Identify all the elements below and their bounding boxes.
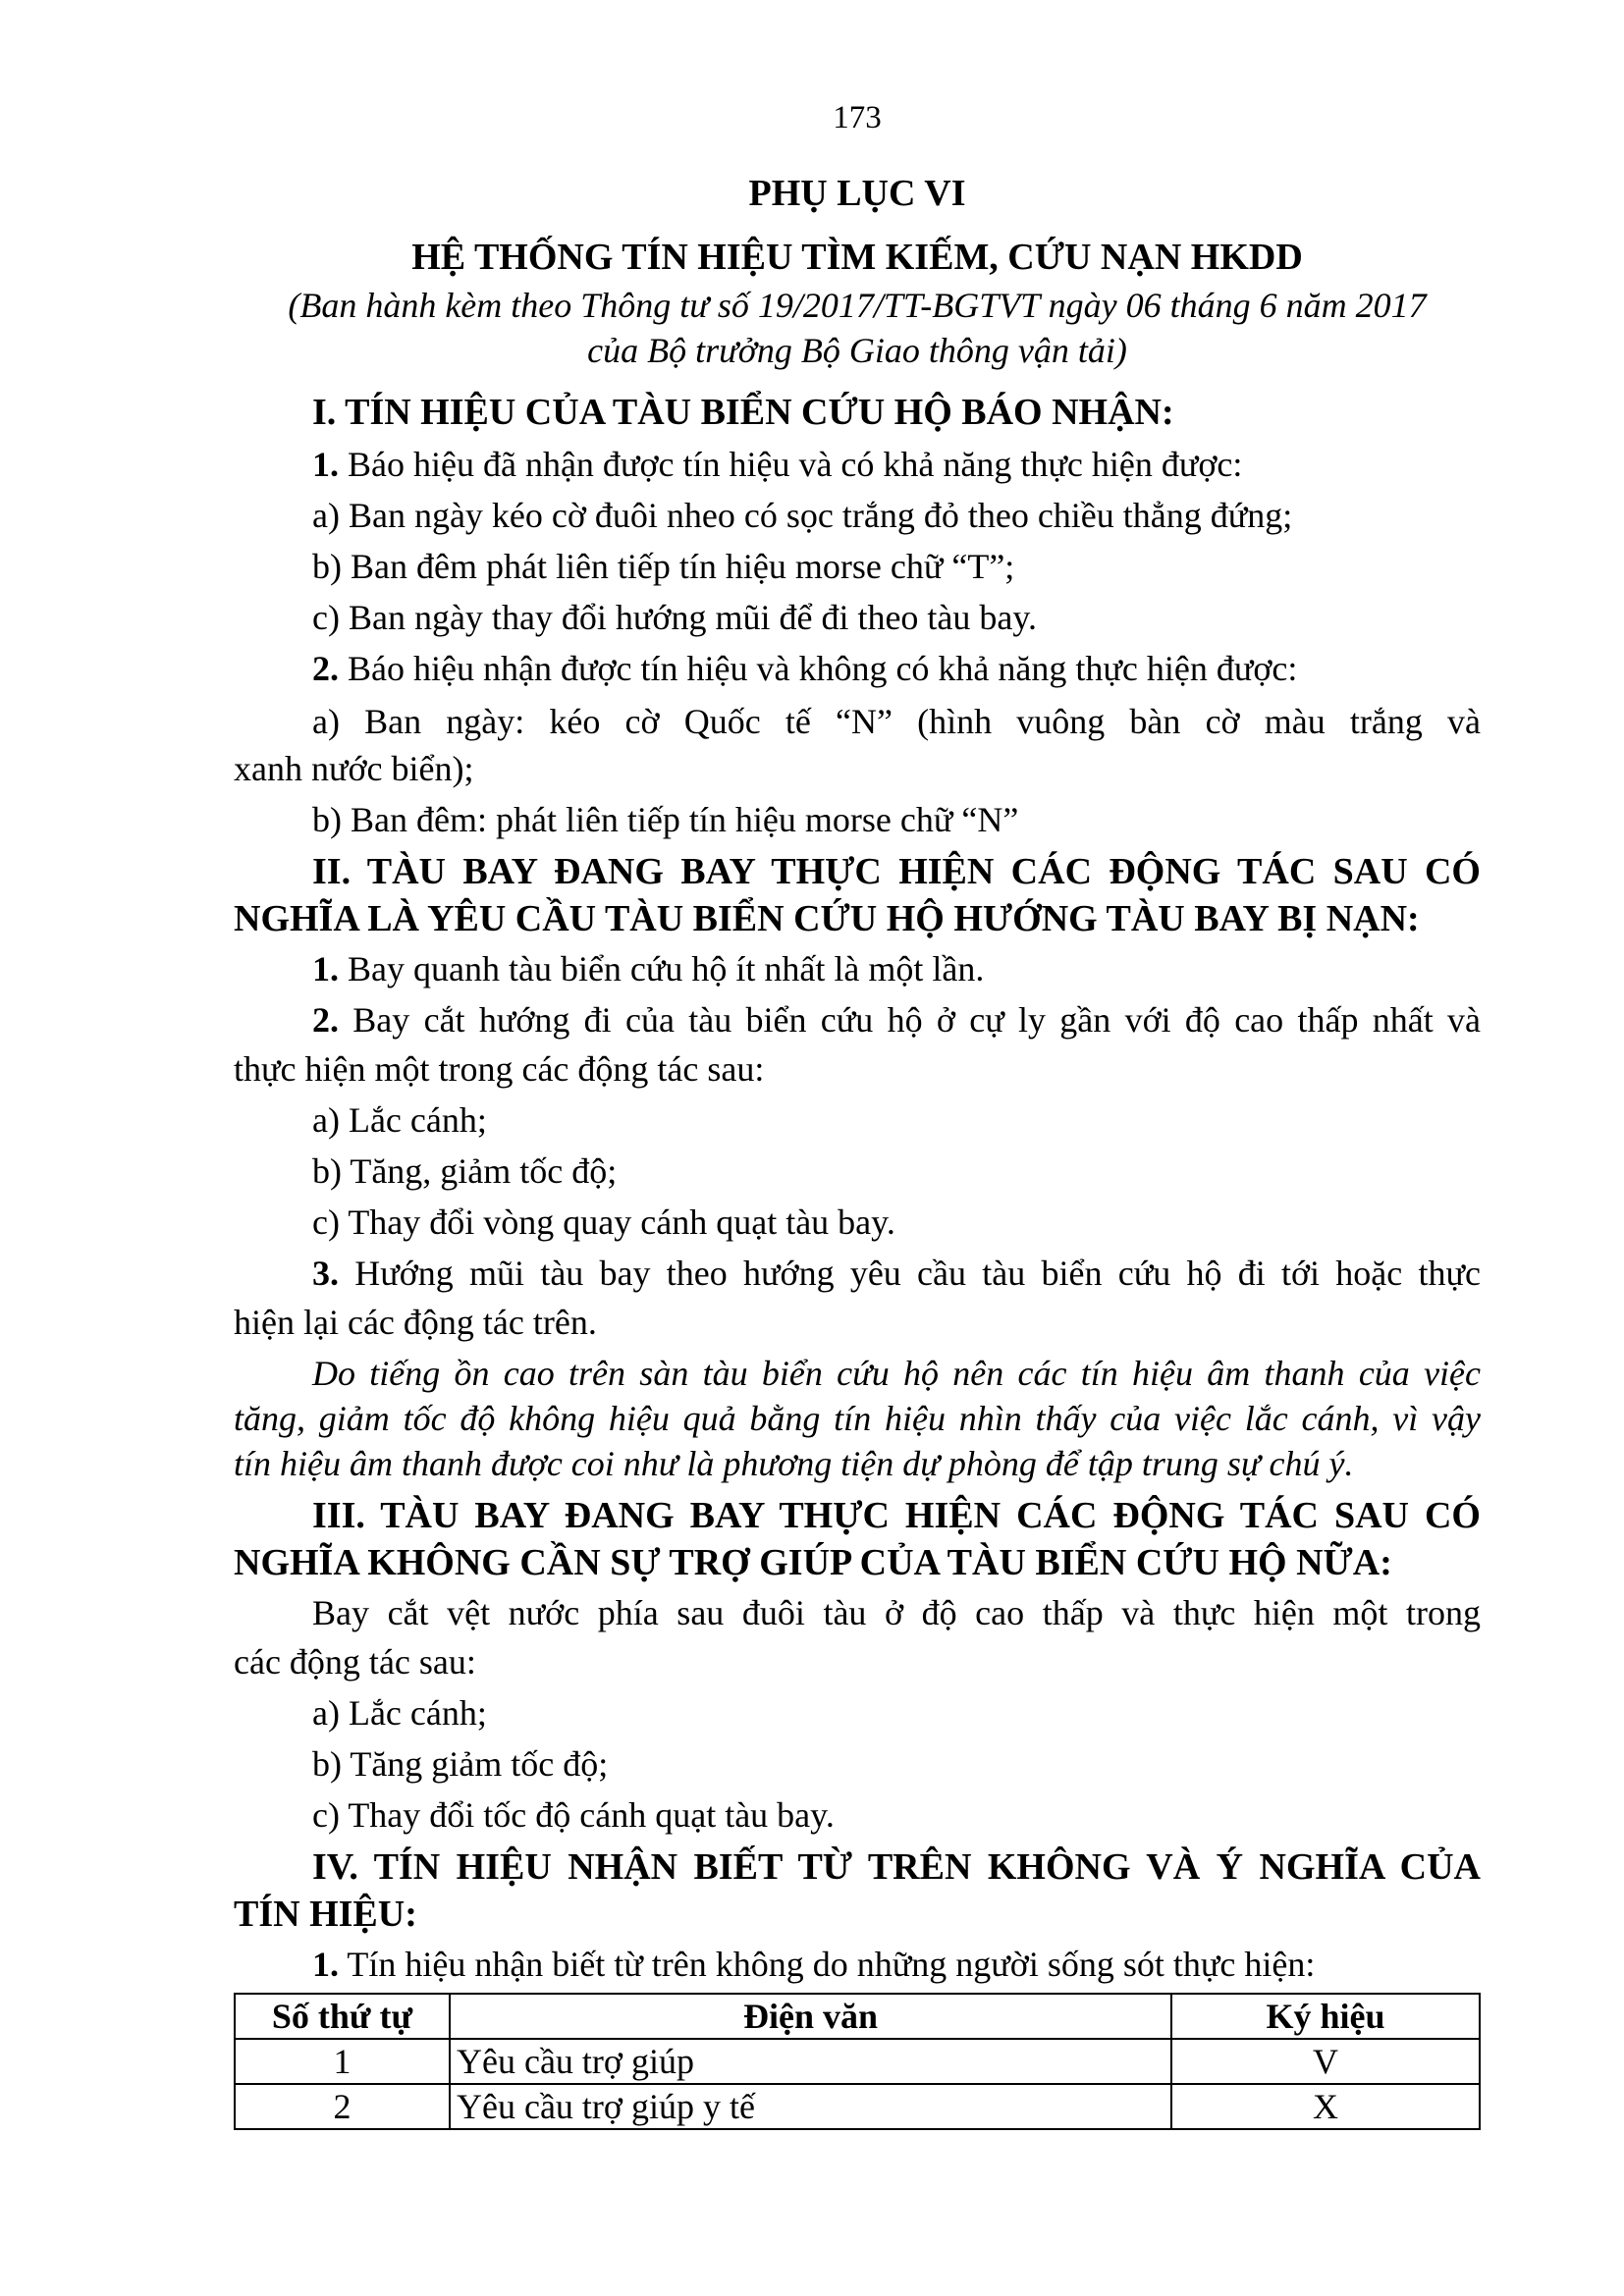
section-1-item-1c: c) Ban ngày thay đổi hướng mũi để đi theo tàu bay. [312, 598, 1038, 637]
item-text: Hướng mũi tàu bay theo hướng yêu cầu tàu biển cứu hộ đi tới hoặc thực [339, 1254, 1481, 1293]
section-1-item-1 [312, 444, 1481, 485]
item-text: Bay quanh tàu biển cứu hộ ít nhất là một lần. [339, 949, 985, 988]
document-title: HỆ THỐNG TÍN HIỆU TÌM KIẾM, CỨU NẠN HKDD [411, 237, 1303, 278]
section-2-item-2 [312, 999, 1481, 1041]
cell-symbol: X [1171, 2084, 1480, 2129]
section-3-item-b: b) Tăng giảm tốc độ; [312, 1744, 609, 1784]
section-1-item-2 [312, 648, 1481, 689]
page-number: 173 [833, 100, 882, 135]
section-3-item-c: c) Thay đổi tốc độ cánh quạt tàu bay. [312, 1795, 835, 1835]
section-2-item-2-cont: thực hiện một trong các động tác sau: [234, 1049, 765, 1089]
column-header-number: Số thứ tự [235, 1994, 450, 2039]
item-number: 2. [312, 649, 339, 688]
cell-number: 2 [235, 2084, 450, 2129]
section-2-note-line: tăng, giảm tốc độ không hiệu quả bằng tín hiệu nhìn thấy của việc lắc cánh, vì vậy [234, 1399, 1481, 1438]
table-header-row [235, 1994, 1480, 2039]
item-number: 1. [312, 949, 339, 988]
item-text: Tín hiệu nhận biết từ trên không do những người sống sót thực hiện: [339, 1945, 1316, 1984]
cell-message: Yêu cầu trợ giúp [450, 2039, 1171, 2084]
item-text: Bay cắt hướng đi của tàu biển cứu hộ ở cự ly gần với độ cao thấp nhất và [339, 1000, 1481, 1040]
section-2-item-2a: a) Lắc cánh; [312, 1100, 487, 1140]
section-1-heading: I. TÍN HIỆU CỦA TÀU BIỂN CỨU HỘ BÁO NHẬN: [312, 392, 1174, 433]
section-2-note-line: Do tiếng ồn cao trên sàn tàu biển cứu hộ nên các tín hiệu âm thanh của việc [312, 1354, 1481, 1393]
section-2-heading-cont: NGHĨA LÀ YÊU CẦU TÀU BIỂN CỨU HỘ HƯỚNG TÀU BAY BỊ NẠN: [234, 898, 1420, 939]
section-2-note-line: tín hiệu âm thanh được coi như là phương tiện dự phòng để tập trung sự chú ý. [234, 1444, 1354, 1483]
section-1-item-2a-cont: xanh nước biển); [234, 749, 474, 788]
section-3-heading-cont: NGHĨA KHÔNG CẦN SỰ TRỢ GIÚP CỦA TÀU BIỂN CỨU HỘ NỮA: [234, 1542, 1392, 1583]
item-text: Báo hiệu nhận được tín hiệu và không có khả năng thực hiện được: [339, 649, 1298, 688]
issuance-note-line: của Bộ trưởng Bộ Giao thông vận tải) [587, 331, 1127, 370]
section-4-item-1 [312, 1944, 1481, 1985]
section-1-item-2a: a) Ban ngày: kéo cờ Quốc tế “N” (hình vuông bàn cờ màu trắng và [312, 702, 1481, 741]
section-4-heading-cont: TÍN HIỆU: [234, 1894, 417, 1935]
table-row [235, 2084, 1480, 2129]
table-row [235, 2039, 1480, 2084]
section-2-item-2c: c) Thay đổi vòng quay cánh quạt tàu bay. [312, 1202, 895, 1242]
item-number: 3. [312, 1254, 339, 1293]
section-2-heading: II. TÀU BAY ĐANG BAY THỰC HIỆN CÁC ĐỘNG TÁC SAU CÓ [312, 851, 1481, 892]
cell-message: Yêu cầu trợ giúp y tế [450, 2084, 1171, 2129]
cell-number: 1 [235, 2039, 450, 2084]
section-3-heading: III. TÀU BAY ĐANG BAY THỰC HIỆN CÁC ĐỘNG TÁC SAU CÓ [312, 1495, 1481, 1536]
section-1-item-1b: b) Ban đêm phát liên tiếp tín hiệu morse chữ “T”; [312, 547, 1015, 586]
section-3-intro: Bay cắt vệt nước phía sau đuôi tàu ở độ cao thấp và thực hiện một trong [312, 1593, 1481, 1632]
item-number: 1. [312, 445, 339, 484]
column-header-symbol: Ký hiệu [1171, 1994, 1480, 2039]
section-2-item-1 [312, 948, 1481, 989]
section-2-item-2b: b) Tăng, giảm tốc độ; [312, 1151, 618, 1191]
cell-symbol: V [1171, 2039, 1480, 2084]
section-2-item-3-cont: hiện lại các động tác trên. [234, 1303, 597, 1342]
section-2-item-3 [312, 1253, 1481, 1294]
item-text: Báo hiệu đã nhận được tín hiệu và có khả năng thực hiện được: [339, 445, 1243, 484]
column-header-message: Điện văn [450, 1994, 1171, 2039]
section-3-intro-cont: các động tác sau: [234, 1642, 476, 1682]
section-4-heading: IV. TÍN HIỆU NHẬN BIẾT TỪ TRÊN KHÔNG VÀ Ý NGHĨA CỦA [312, 1846, 1481, 1888]
section-1-item-2b: b) Ban đêm: phát liên tiếp tín hiệu morse chữ “N” [312, 800, 1019, 839]
section-1-item-1a: a) Ban ngày kéo cờ đuôi nheo có sọc trắng đỏ theo chiều thẳng đứng; [312, 496, 1293, 535]
item-number: 1. [312, 1945, 339, 1984]
appendix-title: PHỤ LỤC VI [748, 173, 966, 214]
issuance-note-line: (Ban hành kèm theo Thông tư số 19/2017/TT-BGTVT ngày 06 tháng 6 năm 2017 [288, 286, 1427, 325]
item-number: 2. [312, 1000, 339, 1040]
section-3-item-a: a) Lắc cánh; [312, 1693, 487, 1733]
signal-table [234, 1993, 1481, 2130]
